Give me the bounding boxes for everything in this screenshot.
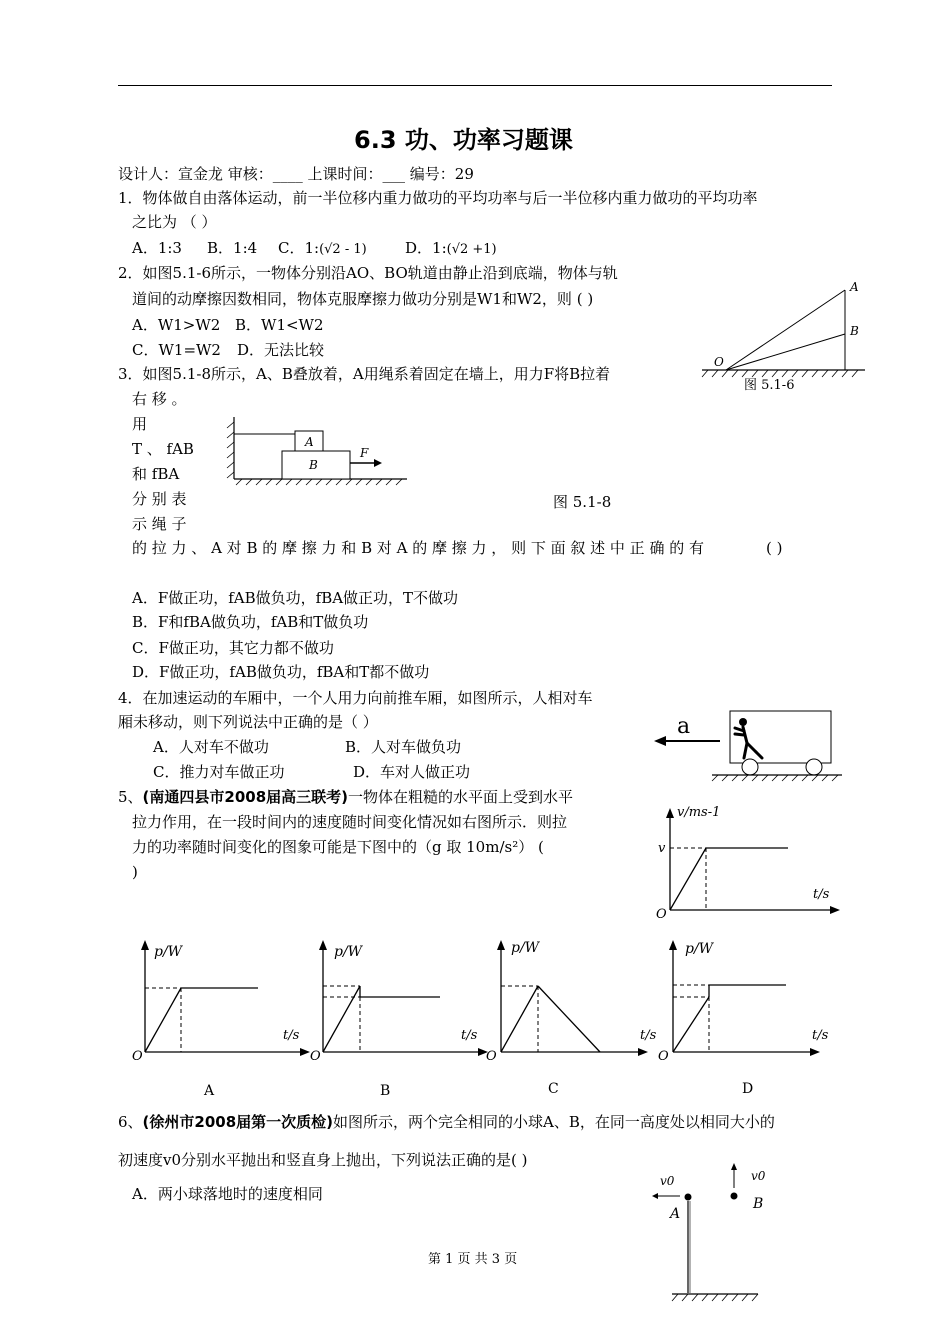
page-title: 6.3 功、功率习题课 <box>354 126 573 154</box>
q3-option-a: A．F做正功，fAB做负功，fBA做正功，T不做功 <box>132 589 459 607</box>
q3-stem-3: 的 拉 力 、 A 对 B 的 摩 擦 力 和 B 对 A 的 摩 擦 力 ， 则 下 面 叙 述 中 正 确 的 有 <box>132 539 704 557</box>
graph-d-origin: O <box>658 1049 669 1064</box>
vt-v-label: v <box>658 841 666 856</box>
vt-x-axis-label: t/s <box>813 887 830 902</box>
v0-horizontal-label: v0 <box>660 1174 675 1188</box>
q3-option-c: C．F做正功，其它力都不做功 <box>132 639 334 657</box>
graph-a-x-label: t/s <box>283 1028 300 1043</box>
q3-col-3: 和 fBA <box>132 465 180 483</box>
q1-option-b: B．1:4 <box>207 239 258 257</box>
page-footer: 第 1 页 共 3 页 <box>428 1252 518 1267</box>
vt-origin: O <box>656 907 667 922</box>
figure-projectile <box>650 1160 780 1310</box>
fig-5-1-6-label: 图 5.1-6 <box>744 378 795 393</box>
fig-5-1-8-force: F <box>360 446 369 460</box>
q3-option-d: D．F做正功，fAB做负功，fBA和T都不做功 <box>132 663 430 681</box>
q1-stem-1: 1．物体做自由落体运动，前一半位移内重力做功的平均功率与后一半位移内重力做功的平均功率 <box>118 189 758 207</box>
pt-graph-b <box>308 935 488 1100</box>
q3-option-b: B．F和fBA做负功，fAB和T做负功 <box>132 613 369 631</box>
fig-5-1-8-box-b: B <box>309 458 318 472</box>
q3-col-2: T 、 fAB <box>132 440 194 458</box>
vt-graph <box>650 800 840 925</box>
q5-stem-2: 拉力作用，在一段时间内的速度随时间变化情况如右图所示．则拉 <box>132 813 568 831</box>
graph-d-label: D <box>742 1081 754 1097</box>
graph-b-label: B <box>380 1083 391 1099</box>
fig-5-1-6-point-a: A <box>850 280 859 294</box>
q5-stem-1: 5、(南通四县市2008届高三联考)一物体在粗糙的水平面上受到水平 <box>118 788 574 806</box>
q1-option-a: A．1:3 <box>132 239 182 257</box>
q4-stem-2: 厢未移动，则下列说法中正确的是（ ） <box>118 713 378 731</box>
q2-stem-2: 道间的动摩擦因数相同，物体克服摩擦力做功分别是W1和W2，则 ( ) <box>132 290 594 308</box>
q2-option-b: B．W1<W2 <box>235 316 324 334</box>
q3-answer-bracket: ( ) <box>766 539 783 557</box>
q2-option-d: D．无法比较 <box>237 341 325 359</box>
fig-5-1-6-point-o: O <box>714 355 724 369</box>
graph-d-x-label: t/s <box>812 1028 829 1043</box>
q2-stem-1: 2．如图5.1-6所示，一物体分别沿AO、BO轨道由静止沿到底端，物体与轨 <box>118 264 618 282</box>
ball-b-label: B <box>753 1196 764 1212</box>
graph-b-x-label: t/s <box>461 1028 478 1043</box>
graph-d-y-label: p/W <box>685 941 714 957</box>
q6-stem-1: 6、(徐州市2008届第一次质检)如图所示，两个完全相同的小球A、B，在同一高度处以相同大小的 <box>118 1113 775 1131</box>
header-rule <box>118 85 832 86</box>
q3-stem-1: 3．如图5.1-8所示，A、B叠放着，A用绳系着固定在墙上，用力F将B拉着 <box>118 365 611 383</box>
accel-label: a <box>677 714 691 739</box>
q4-option-d: D．车对人做正功 <box>353 763 471 781</box>
vt-y-axis-label: v/ms-1 <box>677 805 721 820</box>
figure-5-1-6 <box>700 280 870 393</box>
fig-5-1-8-box-a: A <box>305 435 314 449</box>
q6-stem-2: 初速度v0分别水平抛出和竖直身上抛出，下列说法正确的是( ) <box>118 1151 528 1169</box>
q4-option-a: A．人对车不做功 <box>153 738 269 756</box>
pt-graph-a <box>130 935 310 1100</box>
q1-option-d-expr: (√2 +1) <box>446 242 497 257</box>
graph-a-y-label: p/W <box>154 944 183 960</box>
pt-graph-d <box>658 935 838 1100</box>
q1-stem-2: 之比为 （ ） <box>132 213 217 231</box>
q1-option-d: D．1:(√2 +1) <box>405 239 497 257</box>
graph-c-label: C <box>548 1081 559 1097</box>
fig-5-1-8-label: 图 5.1-8 <box>553 493 612 511</box>
q6-source: (徐州市2008届第一次质检) <box>142 1113 334 1131</box>
graph-c-y-label: p/W <box>511 940 540 956</box>
fig-5-1-6-point-b: B <box>850 324 859 338</box>
q3-col-4: 分 别 表 <box>132 490 187 508</box>
q4-stem-1: 4．在加速运动的车厢中，一个人用力向前推车厢，如图所示，人相对车 <box>118 689 593 707</box>
graph-b-origin: O <box>310 1049 321 1064</box>
q1-option-c-expr: (√2 - 1) <box>319 242 367 257</box>
q2-option-c: C．W1=W2 <box>132 341 221 359</box>
figure-5-1-8 <box>222 412 412 492</box>
q4-option-c: C．推力对车做正功 <box>153 763 285 781</box>
q5-stem-3: 力的功率随时间变化的图象可能是下图中的（g 取 10m/s²） ( <box>132 838 544 856</box>
graph-c-x-label: t/s <box>640 1028 657 1043</box>
q3-col-1: 用 <box>132 415 148 433</box>
pt-graph-c <box>486 935 666 1100</box>
graph-b-y-label: p/W <box>334 944 363 960</box>
q5-stem-4: ) <box>132 863 138 881</box>
q5-source: (南通四县市2008届高三联考) <box>142 788 349 806</box>
q6-option-a: A．两小球落地时的速度相同 <box>132 1185 323 1203</box>
q3-col-5: 示 绳 子 <box>132 515 187 533</box>
q1-option-c: C．1:(√2 - 1) <box>278 239 367 257</box>
q2-option-a: A．W1>W2 <box>132 316 221 334</box>
graph-c-origin: O <box>486 1049 497 1064</box>
q3-stem-2: 右 移 。 <box>132 390 187 408</box>
figure-train-car <box>652 708 852 788</box>
v0-vertical-label: v0 <box>751 1169 766 1183</box>
meta-line: 设计人：宣金龙 审核：____ 上课时间：___ 编号：29 <box>118 165 474 183</box>
q4-option-b: B．人对车做负功 <box>345 738 462 756</box>
graph-a-origin: O <box>132 1049 143 1064</box>
graph-a-label: A <box>204 1083 215 1099</box>
ball-a-label: A <box>670 1206 681 1222</box>
